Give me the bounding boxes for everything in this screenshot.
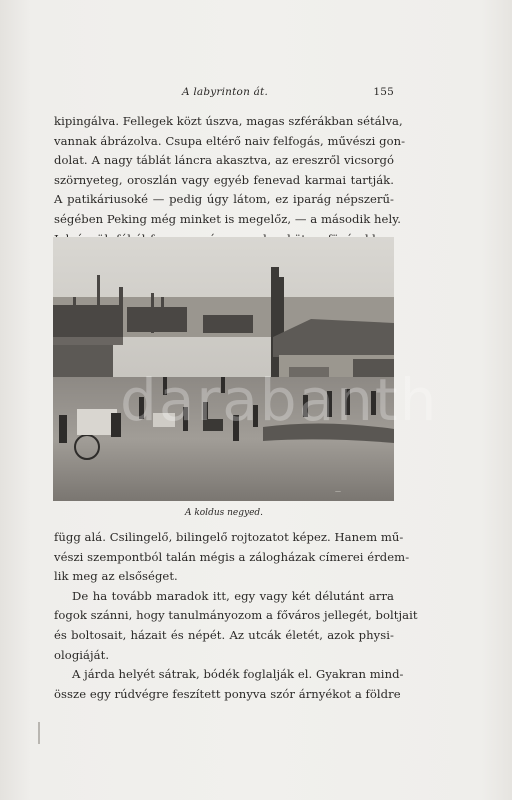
street-photograph [53, 237, 394, 501]
text-block-bottom [54, 528, 418, 704]
margin-mark [38, 722, 40, 744]
text-line: szörnyeteg, oroszlán vagy egyéb fenevad karmai tartják. [54, 172, 394, 187]
svg-text:—: — [335, 488, 341, 495]
text-line: függ alá. Csilingelő, bilingelő rojtozatot képez. Hanem mű- [54, 530, 404, 544]
text-line: dolat. A nagy táblát láncra akasztva, az ereszről vicsorgó [54, 153, 394, 168]
figure-caption: A koldus negyed. [184, 508, 264, 518]
text-line: és boltosait, házait és népét. Az utcák életét, azok physi- [54, 627, 394, 642]
text-line: ségében Peking még minket is megelőz, — a második hely. [54, 211, 402, 226]
text-line: ologiáját. [54, 647, 110, 662]
watermark: darabanth [120, 366, 439, 434]
running-title: A labyrinton át. [182, 86, 268, 98]
text-line: fogok szánni, hogy tanulmányozom a főváros jellegét, boltjait [54, 608, 418, 623]
text-line: De ha tovább maradok itt, egy vagy két délutánt arra [72, 588, 394, 603]
page-number: 155 [373, 86, 394, 98]
text-line: lik meg az elsőséget. [54, 569, 178, 584]
text-line: A járda helyét sátrak, bódék foglalják el. Gyakran mind- [72, 667, 404, 682]
text-line: össze egy rúdvégre feszített ponyva szór árnyékot a földre [54, 686, 401, 701]
text-line: A patikáriusoké — pedig úgy látom, ez iparág népszerű- [54, 192, 394, 207]
text-line: vészi szempontból talán mégis a zálogházak címerei érdem- [54, 549, 410, 564]
text-block-top [54, 112, 406, 249]
text-line: kipingálva. Fellegek közt úszva, magas szférákban sétálva, [54, 114, 403, 128]
text-line: vannak ábrázolva. Csupa eltérő naiv felfogás, művészi gon- [54, 133, 406, 148]
